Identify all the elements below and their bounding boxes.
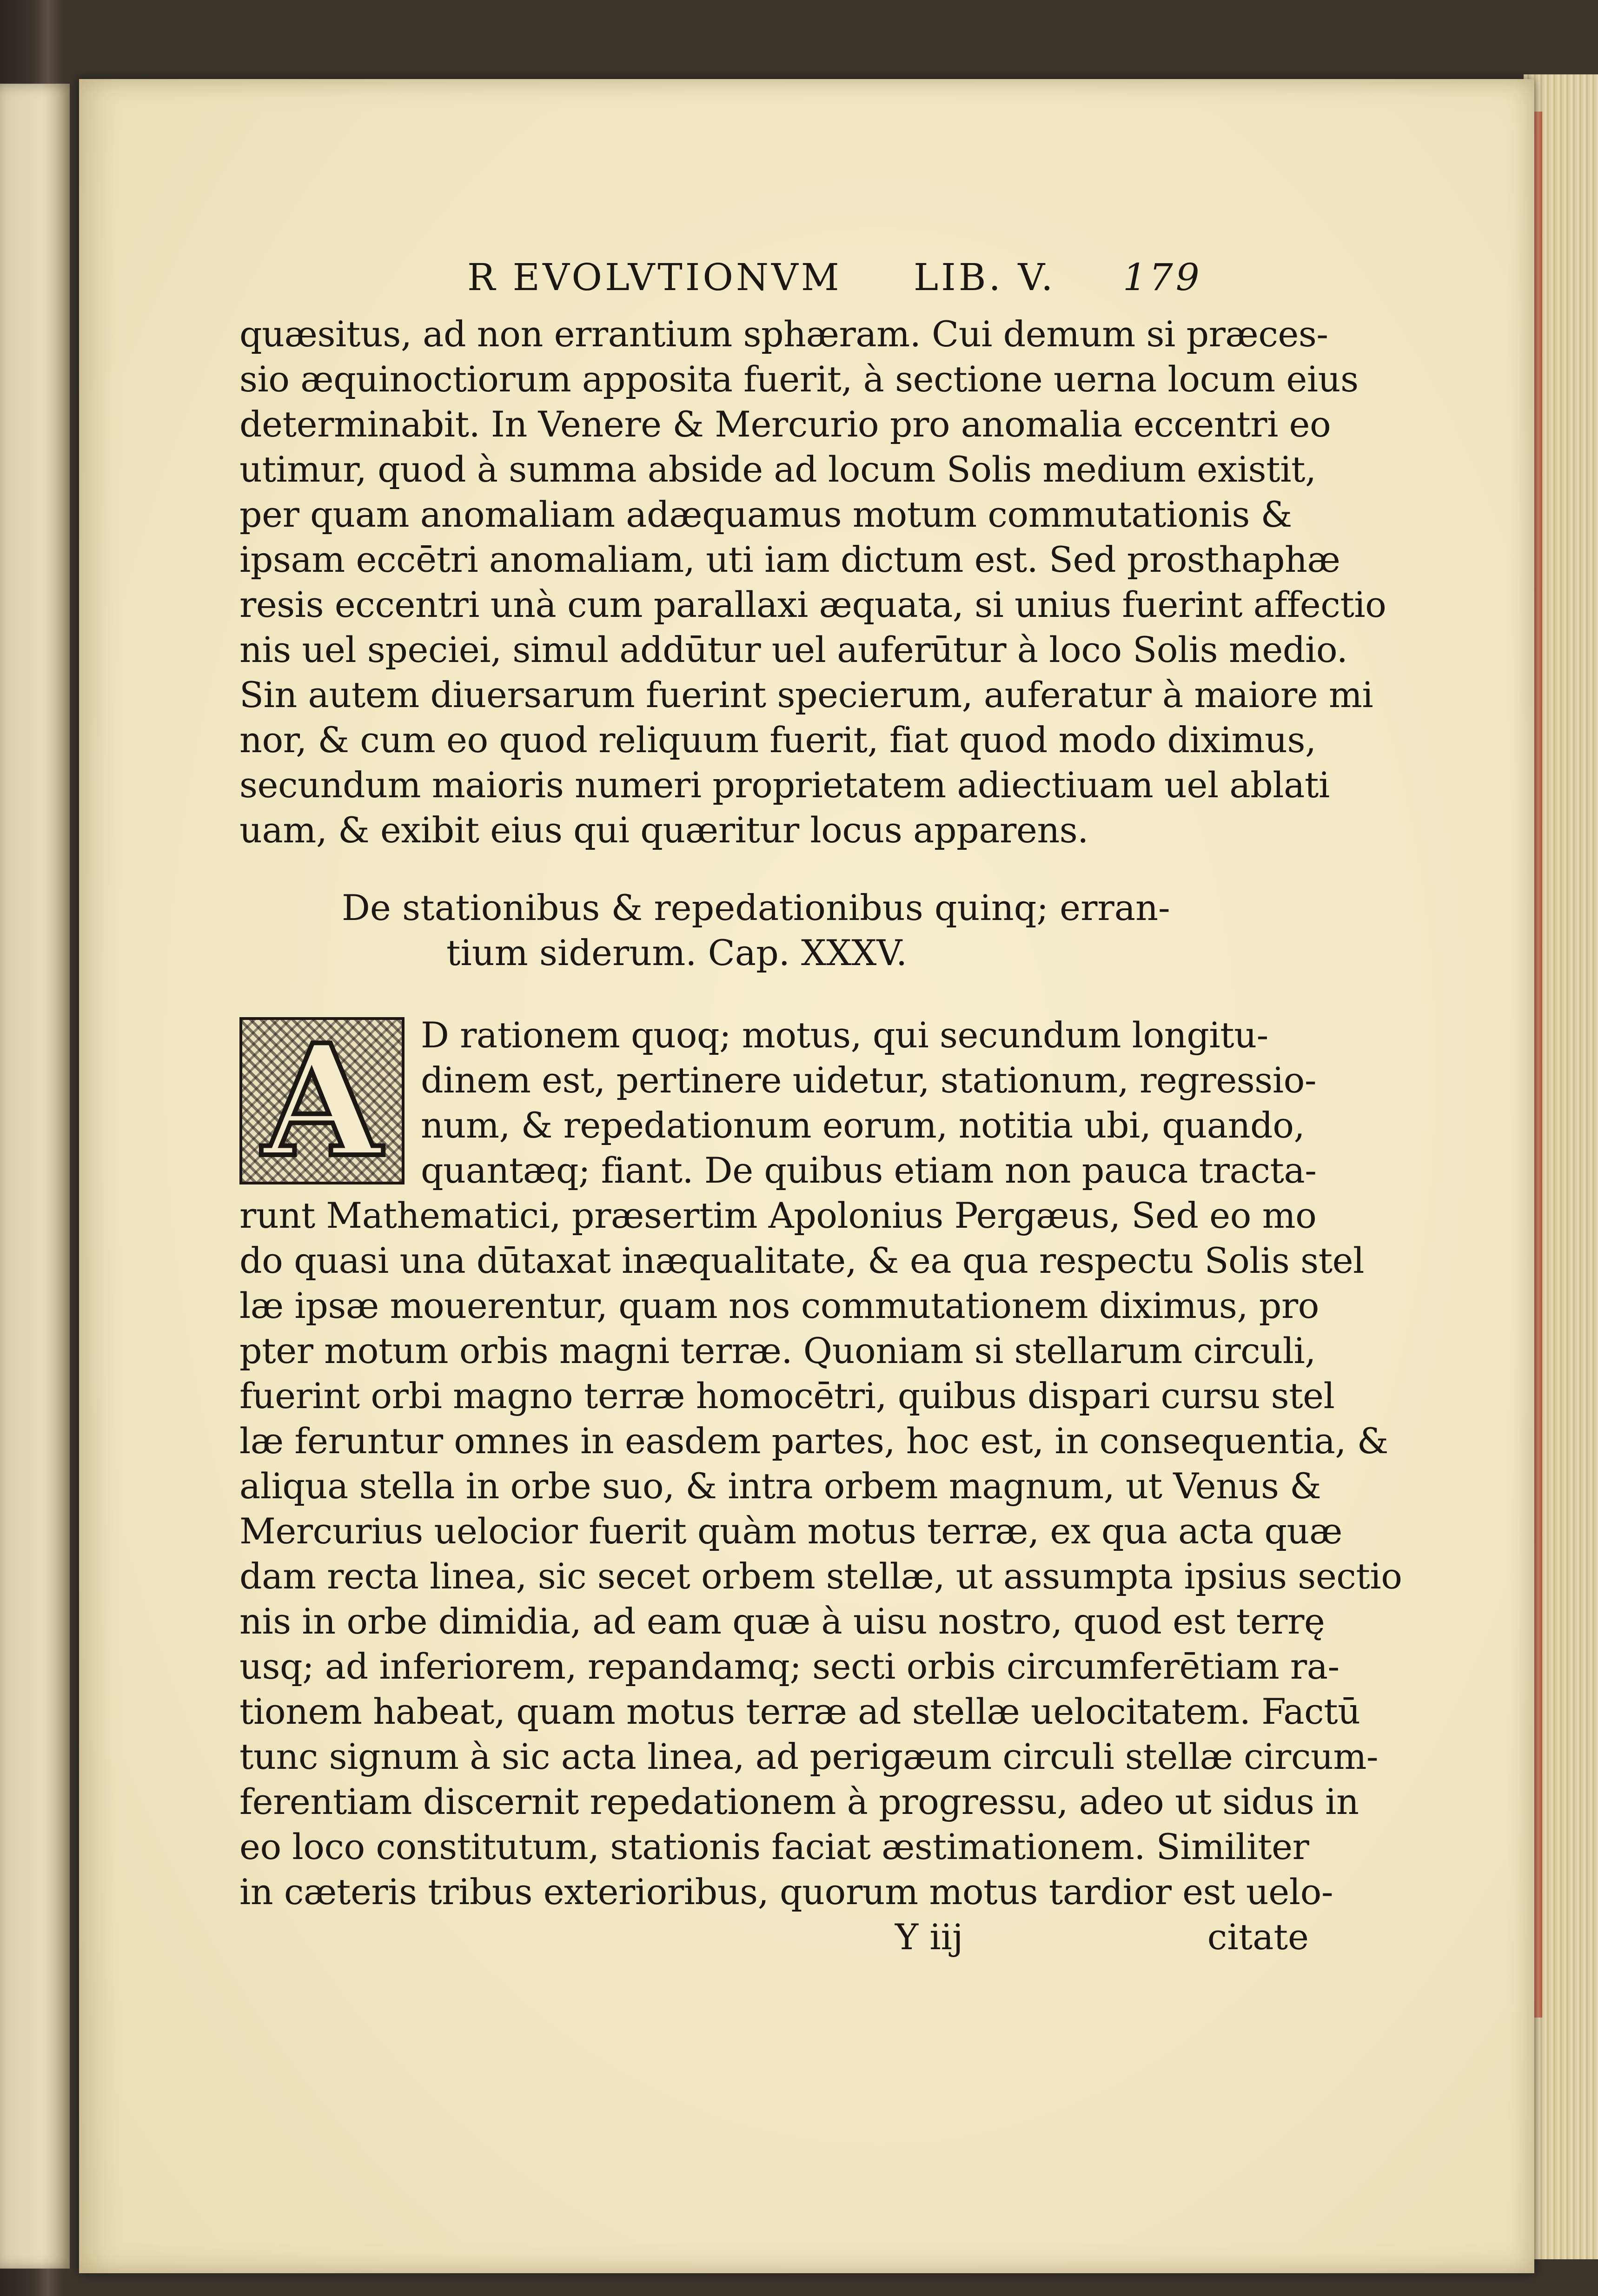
text-line: num, & repedationum eorum, notitia ubi, quando, <box>421 1105 1305 1146</box>
initial-letter: A <box>262 1011 382 1191</box>
catchword: citate <box>1207 1916 1309 1958</box>
facing-page-edge <box>0 84 70 2269</box>
paragraph-1 <box>239 311 1386 853</box>
page <box>79 79 1534 2273</box>
running-head <box>239 256 1309 311</box>
chapter-heading-line-1: De stationibus & repedationibus quinq; erran- <box>342 887 1170 928</box>
running-head-title: R EVOLVTIONVM <box>467 256 842 299</box>
text-line: sio æquinoctiorum apposita fuerit, à sectione uerna locum eius <box>239 358 1359 400</box>
text-line: ipsam eccētri anomaliam, uti iam dictum est. Sed prosthaphæ <box>239 539 1340 580</box>
text-block <box>239 256 1402 1959</box>
text-line: utimur, quod à summa abside ad locum Solis medium existit, <box>239 449 1316 490</box>
paragraph-2 <box>239 1011 1402 1914</box>
text-line: usq; ad inferiorem, repandamq; secti orbis circumferētiam ra- <box>239 1646 1339 1687</box>
text-line: D rationem quoq; motus, qui secundum longitu- <box>421 1014 1268 1056</box>
text-line: nis uel speciei, simul addūtur uel auferūtur à loco Solis medio. <box>239 629 1348 670</box>
text-line: determinabit. In Venere & Mercurio pro anomalia eccentri eo <box>239 404 1331 445</box>
text-line: nor, & cum eo quod reliquum fuerit, fiat quod modo diximus, <box>239 719 1316 761</box>
text-line: ferentiam discernit repedationem à progressu, adeo ut sidus in <box>239 1781 1359 1822</box>
text-line: Sin autem diuersarum fuerint specierum, auferatur à maiore mi <box>239 674 1373 715</box>
text-line: tionem habeat, quam motus terræ ad stellæ uelocitatem. Factū <box>239 1691 1360 1732</box>
text-line: læ feruntur omnes in easdem partes, hoc est, in consequentia, & <box>239 1420 1388 1462</box>
red-page-edge <box>1534 112 1542 2018</box>
text-line: do quasi una dūtaxat inæqualitate, & ea qua respectu Solis stel <box>239 1240 1364 1281</box>
text-line: quæsitus, ad non errantium sphæram. Cui demum si præces- <box>239 313 1328 355</box>
text-line: per quam anomaliam adæquamus motum commutationis & <box>239 494 1292 535</box>
text-line: læ ipsæ mouerentur, quam nos commutationem diximus, pro <box>239 1285 1319 1326</box>
text-line: tunc signum à sic acta linea, ad perigæum circuli stellæ circum- <box>239 1736 1379 1777</box>
text-line: eo loco constitutum, stationis faciat æstimationem. Similiter <box>239 1826 1309 1867</box>
text-line: pter motum orbis magni terræ. Quoniam si stellarum circuli, <box>239 1330 1316 1371</box>
text-line: dam recta linea, sic secet orbem stellæ, ut assumpta ipsius sectio <box>239 1555 1402 1597</box>
decorated-initial <box>239 1011 404 1191</box>
text-line: in cæteris tribus exterioribus, quorum motus tardior est uelo- <box>239 1871 1333 1912</box>
text-line: runt Mathematici, præsertim Apolonius Pergæus, Sed eo mo <box>239 1195 1317 1236</box>
text-line: Mercurius uelocior fuerit quàm motus terræ, ex qua acta quæ <box>239 1510 1342 1552</box>
page-footer <box>239 1914 1309 1959</box>
text-line: resis eccentri unà cum parallaxi æquata, si unius fuerint affectio <box>239 584 1386 625</box>
signature-mark: Y iij <box>895 1916 963 1958</box>
text-line: uam, & exibit eius qui quæritur locus apparens. <box>239 809 1088 851</box>
chapter-heading <box>239 885 1309 975</box>
text-line: secundum maioris numeri proprietatem adiectiuam uel ablati <box>239 764 1330 806</box>
text-line: quantæq; fiant. De quibus etiam non pauca tracta- <box>421 1150 1317 1191</box>
text-line: aliqua stella in orbe suo, & intra orbem magnum, ut Venus & <box>239 1465 1321 1507</box>
page-number: 179 <box>1123 256 1202 299</box>
chapter-heading-line-2: tium siderum. Cap. XXXV. <box>446 932 908 973</box>
running-head-book: LIB. V. <box>914 256 1056 299</box>
text-line: fuerint orbi magno terræ homocētri, quibus dispari cursu stel <box>239 1375 1335 1416</box>
text-line: dinem est, pertinere uidetur, stationum, regressio- <box>421 1059 1317 1101</box>
text-line: nis in orbe dimidia, ad eam quæ à uisu nostro, quod est terrę <box>239 1601 1325 1642</box>
